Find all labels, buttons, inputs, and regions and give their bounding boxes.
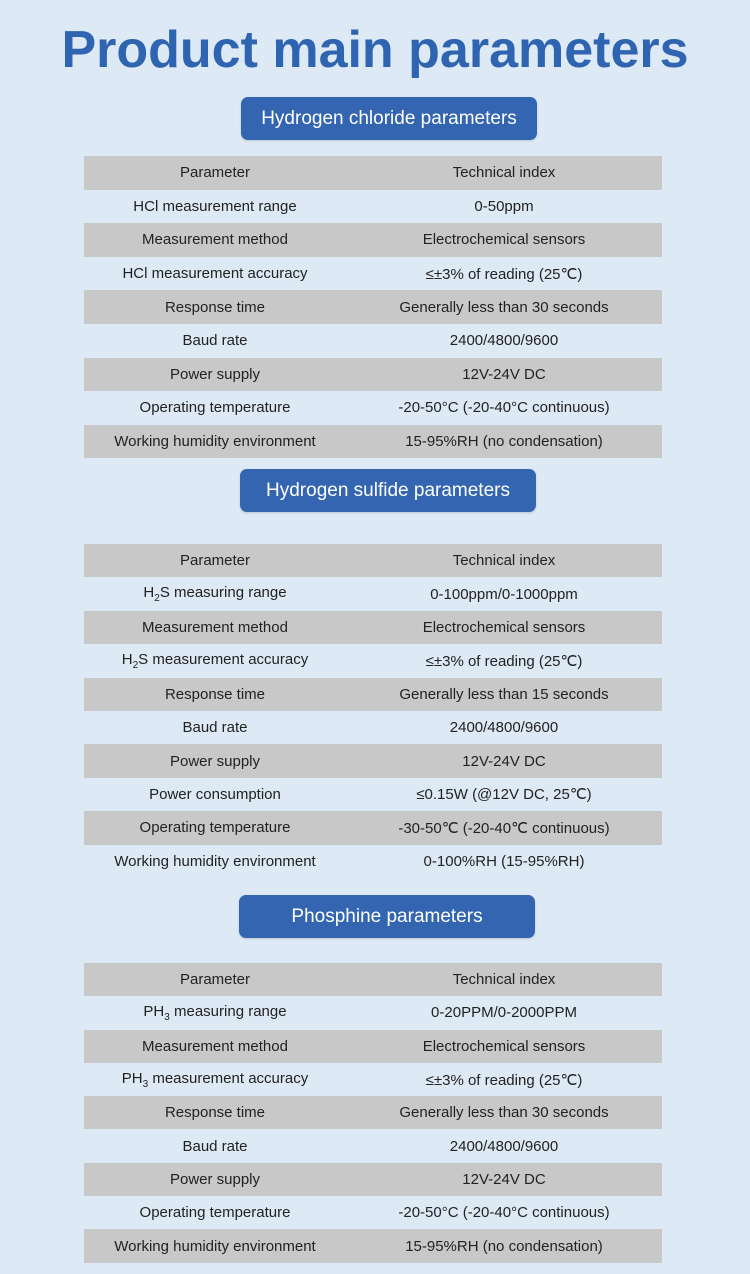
table-header-row	[84, 963, 662, 996]
parameter-cell: Power supply	[169, 365, 261, 383]
table-row	[84, 1163, 662, 1196]
technical-index-cell: Generally less than 15 seconds	[399, 685, 609, 703]
header-technical-index: Technical index	[452, 164, 556, 182]
technical-index-cell: 12V-24V DC	[462, 365, 546, 383]
technical-index-cell: 12V-24V DC	[462, 752, 546, 770]
table-row	[84, 190, 662, 224]
technical-index-cell: 0-20PPM/0-2000PPM	[431, 1004, 577, 1022]
header-parameter: Parameter	[179, 971, 251, 989]
parameter-cell: $H_2S$ measuring range	[143, 584, 287, 605]
technical-index-cell: Electrochemical sensors	[422, 618, 586, 636]
technical-index-cell: -20-50°C (-20-40°C continuous)	[398, 1204, 610, 1222]
table-row	[84, 1229, 662, 1262]
table-row	[84, 577, 662, 610]
table-row	[84, 257, 662, 291]
parameter-cell: Response time	[164, 685, 266, 703]
table-row	[84, 778, 662, 811]
technical-index-cell: -30-50℃ (-20-40℃ continuous)	[398, 819, 610, 837]
section-heading-phosphine: Phosphine parameters	[239, 895, 535, 938]
table-header-row	[84, 544, 662, 577]
parameter-cell: Baud rate	[182, 332, 248, 350]
parameter-cell: Operating temperature	[139, 1204, 291, 1222]
table-row	[84, 644, 662, 677]
technical-index-cell: ≤±3% of reading (25℃)	[425, 265, 583, 283]
technical-index-cell: ≤±3% of reading (25℃)	[425, 652, 583, 670]
parameter-cell: Measurement method	[142, 618, 288, 636]
parameter-cell: Baud rate	[182, 1137, 248, 1155]
header-technical-index: Technical index	[452, 971, 556, 989]
technical-index-cell: 2400/4800/9600	[449, 1137, 559, 1155]
parameter-cell: Power supply	[169, 752, 261, 770]
table-row	[84, 1063, 662, 1096]
technical-index-cell: Electrochemical sensors	[422, 1037, 586, 1055]
technical-index-cell: 2400/4800/9600	[449, 719, 559, 737]
technical-index-cell: ≤0.15W (@12V DC, 25℃)	[416, 786, 592, 804]
page-title: Product main parameters	[61, 21, 689, 79]
parameter-cell: Response time	[164, 298, 266, 316]
table-row	[84, 358, 662, 392]
parameter-cell: Baud rate	[182, 719, 248, 737]
table-row	[84, 425, 662, 459]
parameter-cell: Power consumption	[149, 785, 281, 803]
section-heading-hydrogen-chloride: Hydrogen chloride parameters	[241, 97, 537, 140]
technical-index-cell: -20-50°C (-20-40°C continuous)	[398, 399, 610, 417]
table-row	[84, 678, 662, 711]
parameter-cell: Power supply	[169, 1170, 261, 1188]
technical-index-cell: 15-95%RH (no condensation)	[405, 433, 603, 451]
technical-index-cell: 0-100ppm/0-1000ppm	[430, 585, 578, 603]
parameter-cell: Working humidity environment	[114, 1237, 316, 1255]
technical-index-cell: ≤±3% of reading (25℃)	[425, 1071, 583, 1089]
table-row	[84, 611, 662, 644]
table-row	[84, 1030, 662, 1063]
parameter-cell: HCl measurement accuracy	[122, 265, 308, 283]
parameter-cell: Working humidity environment	[114, 852, 316, 870]
phosphine-table	[84, 963, 662, 1263]
table-row	[84, 1129, 662, 1162]
hydrogen-sulfide-table	[84, 544, 662, 878]
technical-index-cell: 0-50ppm	[474, 197, 534, 215]
table-header-row	[84, 156, 662, 190]
table-row	[84, 1196, 662, 1229]
table-row	[84, 1096, 662, 1129]
parameter-cell: Operating temperature	[139, 819, 291, 837]
technical-index-cell: 15-95%RH (no condensation)	[405, 1237, 603, 1255]
hydrogen-chloride-table	[84, 156, 662, 458]
table-row	[84, 290, 662, 324]
table-row	[84, 223, 662, 257]
header-technical-index: Technical index	[452, 552, 556, 570]
technical-index-cell: 0-100%RH (15-95%RH)	[423, 852, 585, 870]
table-row	[84, 744, 662, 777]
parameter-cell: $PH_3$ measuring range	[143, 1002, 287, 1023]
parameter-cell: Measurement method	[142, 231, 288, 249]
table-row	[84, 391, 662, 425]
table-row	[84, 324, 662, 358]
technical-index-cell: 2400/4800/9600	[449, 332, 559, 350]
parameter-cell: Measurement method	[142, 1037, 288, 1055]
parameter-cell: Working humidity environment	[114, 433, 316, 451]
table-row	[84, 845, 662, 878]
technical-index-cell: 12V-24V DC	[462, 1170, 546, 1188]
technical-index-cell: Generally less than 30 seconds	[399, 1104, 609, 1122]
parameter-cell: $PH_3$ measurement accuracy	[121, 1069, 309, 1090]
parameter-cell: Response time	[164, 1104, 266, 1122]
table-row	[84, 811, 662, 844]
header-parameter: Parameter	[179, 552, 251, 570]
parameter-cell: HCl measurement range	[133, 197, 297, 215]
table-row	[84, 996, 662, 1029]
table-row	[84, 711, 662, 744]
technical-index-cell: Generally less than 30 seconds	[399, 298, 609, 316]
technical-index-cell: Electrochemical sensors	[422, 231, 586, 249]
header-parameter: Parameter	[179, 164, 251, 182]
section-heading-hydrogen-sulfide: Hydrogen sulfide parameters	[240, 469, 536, 512]
parameter-cell: Operating temperature	[139, 399, 291, 417]
parameter-cell: $H_2S$ measurement accuracy	[121, 650, 309, 671]
